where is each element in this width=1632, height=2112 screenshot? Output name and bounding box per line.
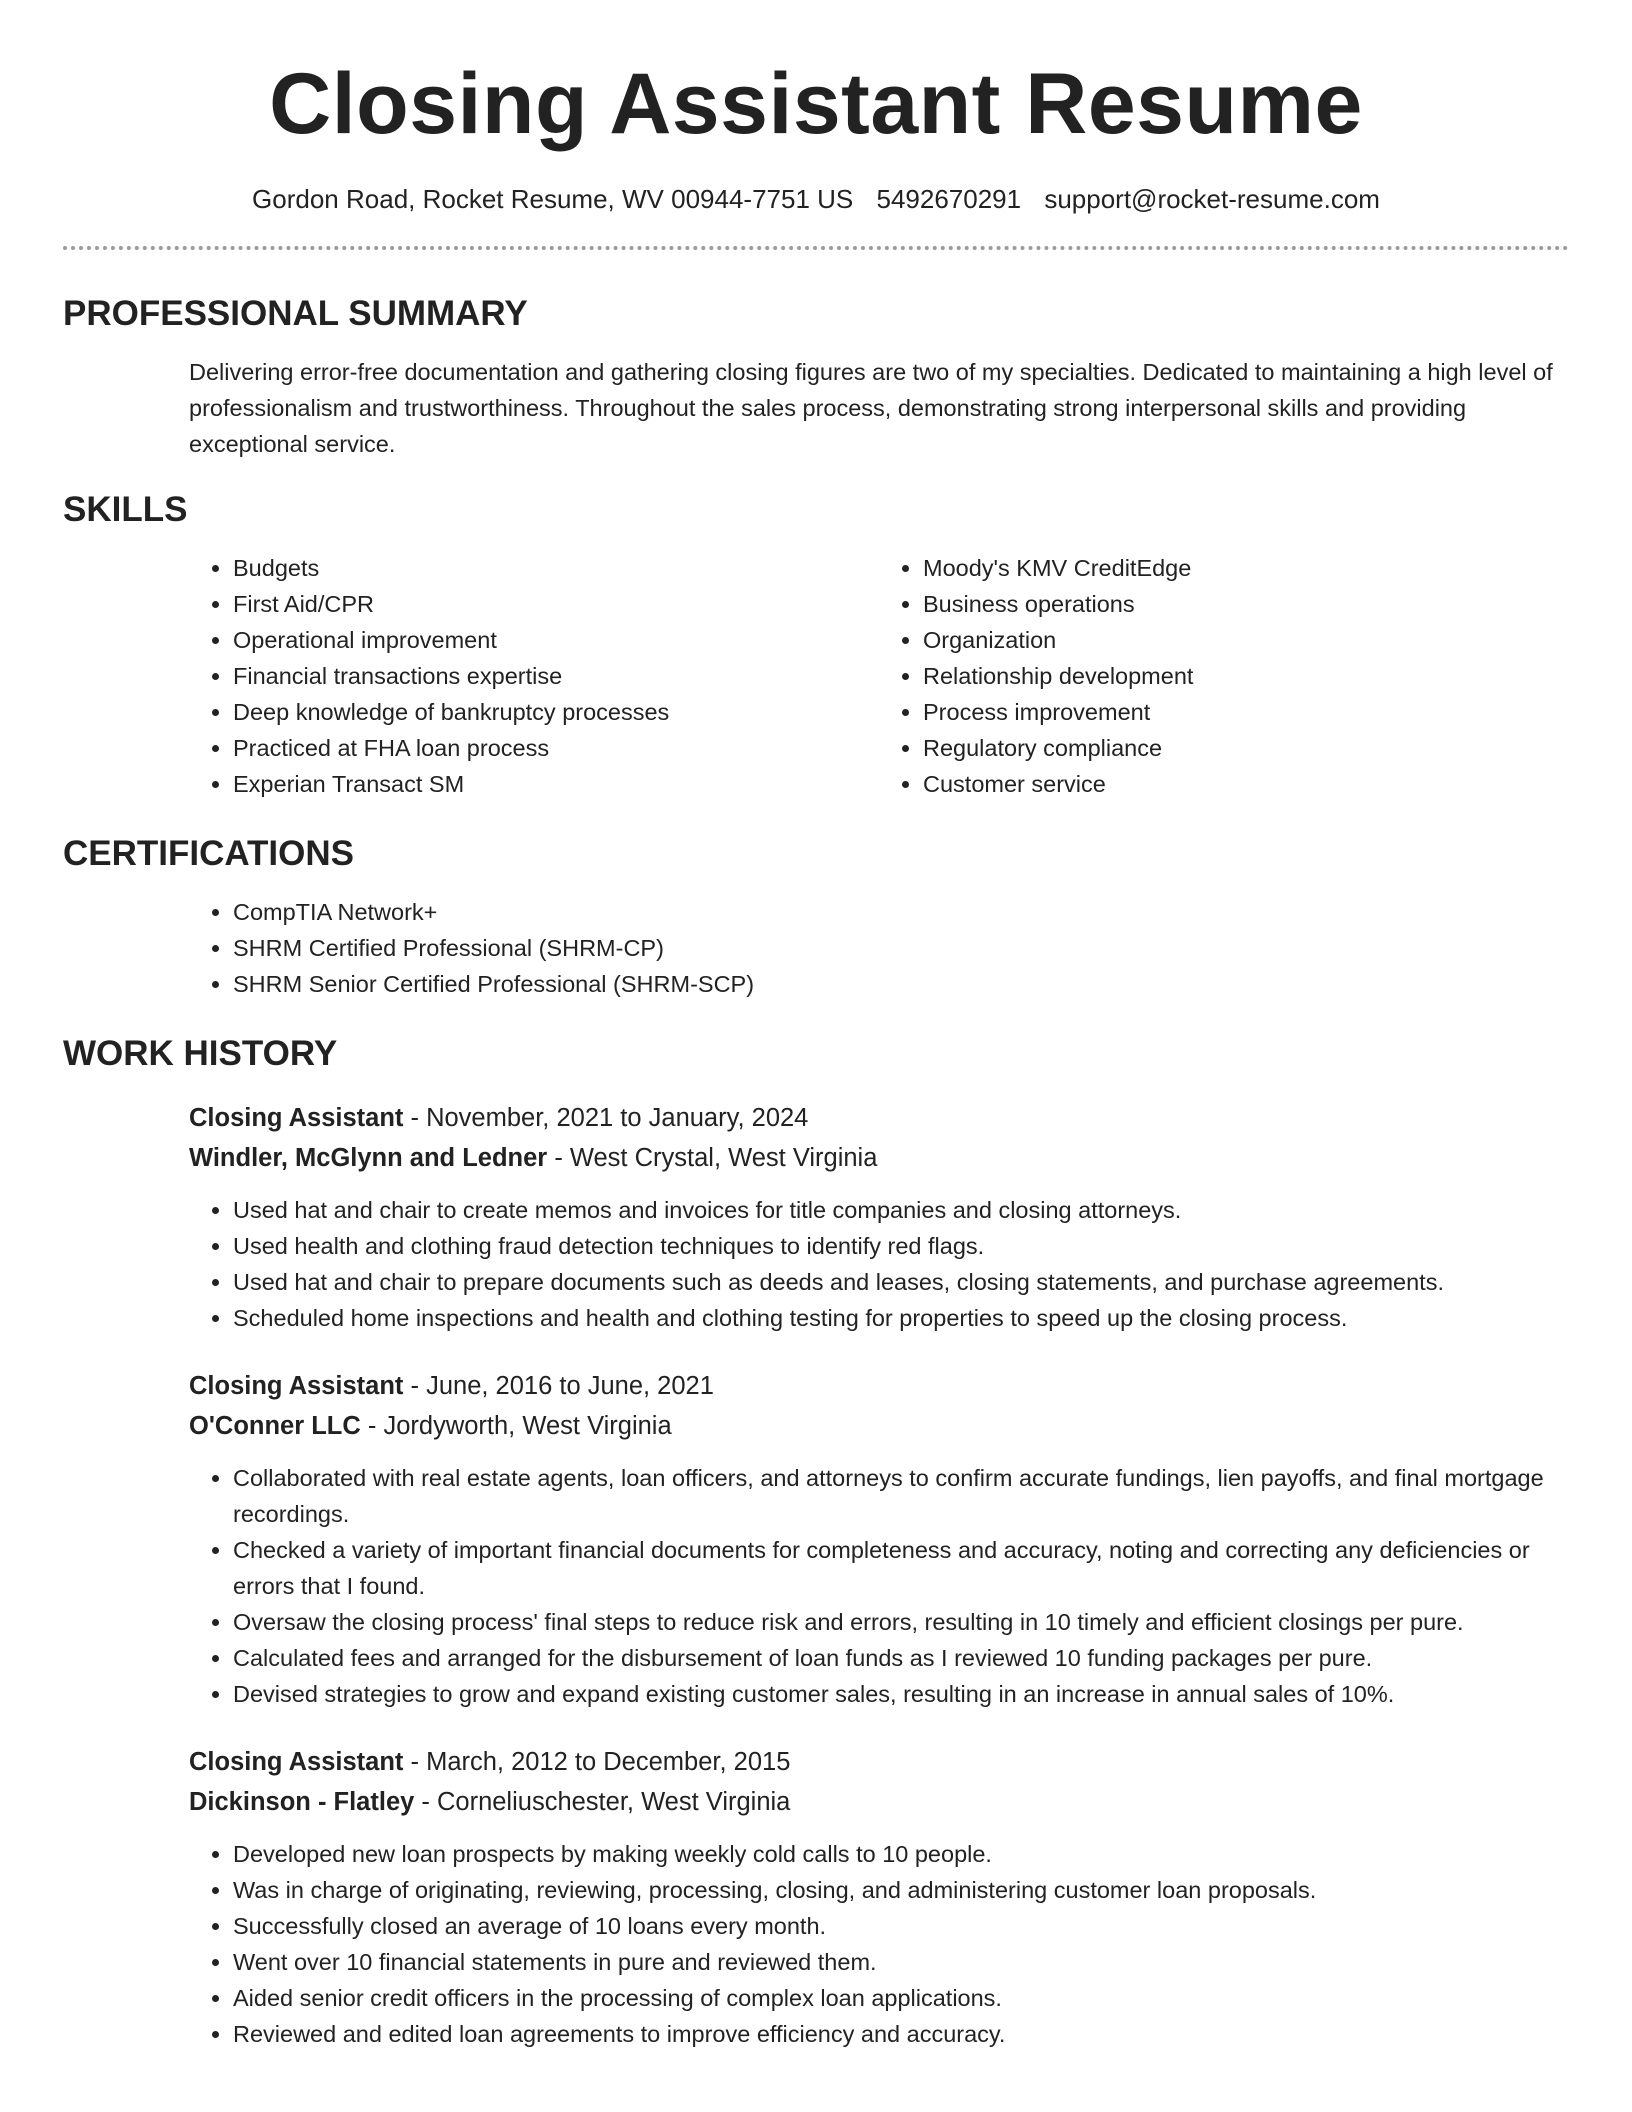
- skill-item: • First Aid/CPR: [233, 586, 879, 622]
- skill-item: • Financial transactions expertise: [233, 658, 879, 694]
- job-bullet: • Used hat and chair to prepare documents such as deeds and leases, closing statements, and purchase agreements.: [233, 1264, 1569, 1300]
- skills-column-left: [189, 550, 879, 802]
- job-role: Closing Assistant: [189, 1104, 404, 1132]
- job-bullet: • Checked a variety of important financial documents for completeness and accuracy, noting and correcting any deficiencies or errors that I found.: [233, 1532, 1569, 1604]
- job-bullet: • Oversaw the closing process' final steps to reduce risk and errors, resulting in 10 timely and efficient closings per pure.: [233, 1604, 1569, 1640]
- job-bullet: • Used health and clothing fraud detection techniques to identify red flags.: [233, 1228, 1569, 1264]
- job-bullet: • Scheduled home inspections and health and clothing testing for properties to speed up the closing process.: [233, 1300, 1569, 1336]
- job-entry: [189, 1366, 1569, 1712]
- job-bullets: [189, 1836, 1569, 2052]
- job-role-line: [189, 1742, 1569, 1782]
- job-company: Dickinson - Flatley: [189, 1788, 415, 1816]
- job-bullet: • Developed new loan prospects by making weekly cold calls to 10 people.: [233, 1836, 1569, 1872]
- job-bullets: [189, 1460, 1569, 1712]
- skill-item: • Relationship development: [923, 658, 1569, 694]
- contact-address: Gordon Road, Rocket Resume, WV 00944-7751 US: [252, 184, 854, 214]
- job-bullet: • Aided senior credit officers in the processing of complex loan applications.: [233, 1980, 1569, 2016]
- job-role-line: [189, 1098, 1569, 1138]
- job-company-line: [189, 1406, 1569, 1446]
- certifications-bullets: [189, 894, 1569, 1002]
- certification-item: • SHRM Senior Certified Professional (SHRM-SCP): [233, 966, 1569, 1002]
- skills-list: [189, 550, 1569, 802]
- job-dates: - November, 2021 to January, 2024: [403, 1104, 809, 1132]
- job-entry: [189, 1742, 1569, 2052]
- certifications-heading: CERTIFICATIONS: [63, 834, 355, 873]
- summary-text: Delivering error-free documentation and gathering closing figures are two of my specialties. Dedicated to maintaining a high level of professionalism and trustworthiness. Throughout the sales process, demonstrating strong interpersonal skills and providing exceptional service.: [189, 359, 1553, 457]
- skill-item: • Organization: [923, 622, 1569, 658]
- skill-item: • Practiced at FHA loan process: [233, 730, 879, 766]
- job-bullet: • Went over 10 financial statements in pure and reviewed them.: [233, 1944, 1569, 1980]
- job-role: Closing Assistant: [189, 1748, 404, 1776]
- contact-line: [63, 182, 1569, 216]
- skills-column-right: [879, 550, 1569, 802]
- summary-heading: PROFESSIONAL SUMMARY: [63, 294, 528, 333]
- skill-item: • Business operations: [923, 586, 1569, 622]
- work-history-heading: WORK HISTORY: [63, 1034, 338, 1073]
- job-bullet: • Collaborated with real estate agents, loan officers, and attorneys to confirm accurate fundings, lien payoffs, and final mortgage recordings.: [233, 1460, 1569, 1532]
- job-company-line: [189, 1782, 1569, 1822]
- job-dates: - June, 2016 to June, 2021: [403, 1372, 714, 1400]
- skill-item: • Customer service: [923, 766, 1569, 802]
- certification-item: • CompTIA Network+: [233, 894, 1569, 930]
- certification-item: • SHRM Certified Professional (SHRM-CP): [233, 930, 1569, 966]
- skills-heading: SKILLS: [63, 490, 188, 529]
- job-location: - Jordyworth, West Virginia: [360, 1412, 672, 1440]
- job-company-line: [189, 1138, 1569, 1178]
- header-divider: [63, 246, 1569, 250]
- job-company: Windler, McGlynn and Ledner: [189, 1144, 548, 1172]
- job-company: O'Conner LLC: [189, 1412, 361, 1440]
- job-bullet: • Was in charge of originating, reviewing, processing, closing, and administering customer loan proposals.: [233, 1872, 1569, 1908]
- skill-item: • Moody's KMV CreditEdge: [923, 550, 1569, 586]
- job-bullet: • Devised strategies to grow and expand existing customer sales, resulting in an increase in annual sales of 10%.: [233, 1676, 1569, 1712]
- job-bullet: • Used hat and chair to create memos and invoices for title companies and closing attorneys.: [233, 1192, 1569, 1228]
- job-bullet: • Calculated fees and arranged for the disbursement of loan funds as I reviewed 10 funding packages per pure.: [233, 1640, 1569, 1676]
- job-bullet: • Successfully closed an average of 10 loans every month.: [233, 1908, 1569, 1944]
- job-location: - Corneliuschester, West Virginia: [414, 1788, 791, 1816]
- skill-item: • Regulatory compliance: [923, 730, 1569, 766]
- skill-item: • Experian Transact SM: [233, 766, 879, 802]
- contact-email: support@rocket-resume.com: [1044, 184, 1380, 214]
- skill-item: • Deep knowledge of bankruptcy processes: [233, 694, 879, 730]
- job-location: - West Crystal, West Virginia: [547, 1144, 878, 1172]
- job-role-line: [189, 1366, 1569, 1406]
- skill-item: • Budgets: [233, 550, 879, 586]
- job-bullets: [189, 1192, 1569, 1336]
- job-role: Closing Assistant: [189, 1372, 404, 1400]
- certifications-list: [189, 894, 1569, 1002]
- contact-phone: 5492670291: [876, 184, 1022, 214]
- job-dates: - March, 2012 to December, 2015: [403, 1748, 791, 1776]
- skill-item: • Process improvement: [923, 694, 1569, 730]
- resume-title: Closing Assistant Resume: [269, 56, 1363, 152]
- job-bullet: • Reviewed and edited loan agreements to improve efficiency and accuracy.: [233, 2016, 1569, 2052]
- skill-item: • Operational improvement: [233, 622, 879, 658]
- job-entry: [189, 1098, 1569, 1336]
